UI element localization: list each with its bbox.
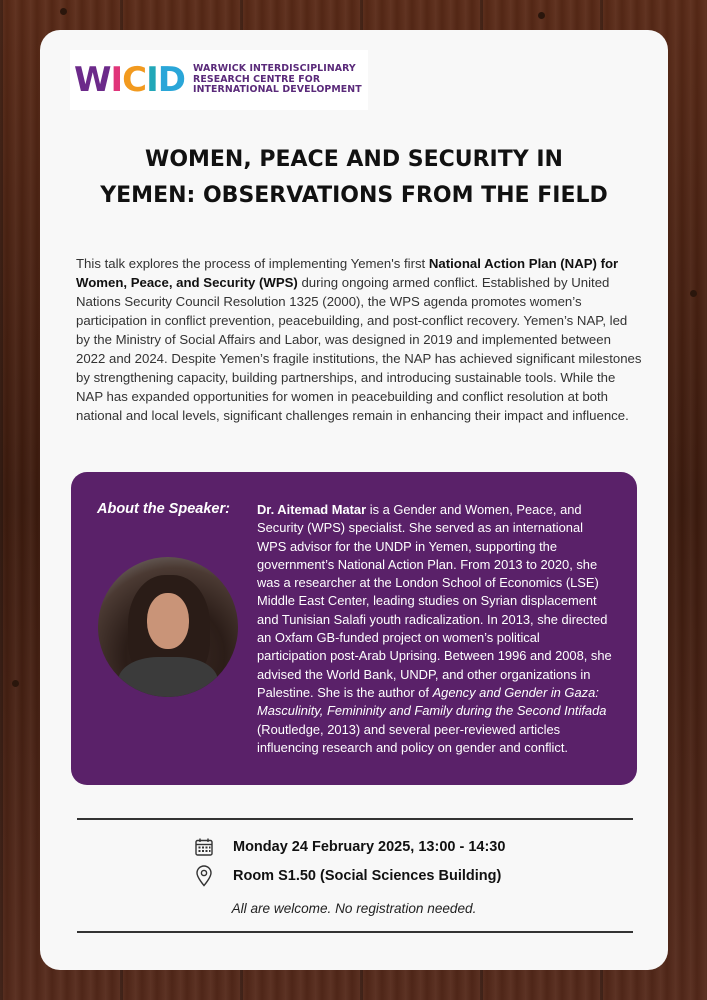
abstract-intro: This talk explores the process of implementing Yemen's first xyxy=(76,256,429,271)
title-line-2: YEMEN: OBSERVATIONS FROM THE FIELD xyxy=(100,183,608,208)
calendar-icon xyxy=(193,836,215,858)
speaker-name: Dr. Aitemad Matar xyxy=(257,502,367,517)
event-date-row xyxy=(193,836,505,858)
logo-letter-c: C xyxy=(122,60,147,100)
wicid-logo xyxy=(70,50,368,110)
top-divider xyxy=(77,818,633,820)
speaker-bio-part-2: (Routledge, 2013) and several peer-reviewed articles influencing research and policy on gender and conflict. xyxy=(257,721,569,755)
logo-letter-i2: I xyxy=(146,60,158,100)
photo-face xyxy=(147,593,189,649)
speaker-bio-part-1: is a Gender and Women, Peace, and Security (WPS) specialist. She served as an international WPS advisor for the UNDP in Yemen, supporting the government’s National Action Plan. From 2013 to 2020, she was a researcher at the London School of Economics (LSE) Middle East Center, leading studies on Syrian displacement and Tunisian Salafi youth radicalization. In 2013, she directed an Oxfam GB-funded project on women’s political participation post-Arab Uprising. Between 1996 and 2008, she advised the World Bank, UNDP, and other organizations in Palestine. She is the author of xyxy=(257,502,612,700)
welcome-note: All are welcome. No registration needed. xyxy=(231,901,477,916)
logo-letter-i: I xyxy=(110,60,123,100)
poster-card xyxy=(40,30,668,970)
logo-line-1: WARWICK INTERDISCIPLINARY xyxy=(193,63,356,75)
abstract-bold-term: National Action Plan (NAP) for Women, Peace, and Security (WPS) xyxy=(76,256,619,290)
photo-shirt xyxy=(118,657,218,697)
nail xyxy=(538,12,545,19)
speaker-panel xyxy=(71,472,637,785)
event-date: Monday 24 February 2025, 13:00 - 14:30 xyxy=(233,839,506,855)
speaker-book-title: Agency and Gender in Gaza: Masculinity, Femininity and Family during the Second Intifada xyxy=(257,684,607,719)
logo-line-2: RESEARCH CENTRE FOR xyxy=(193,73,321,85)
logo-wordmark xyxy=(74,60,185,100)
speaker-bio xyxy=(257,501,612,757)
location-pin-icon xyxy=(193,865,215,887)
bottom-divider xyxy=(77,931,633,933)
nail xyxy=(12,680,19,687)
logo-letter-d: D xyxy=(157,60,186,100)
event-title xyxy=(70,142,638,214)
abstract-body: during ongoing armed conflict. Established by United Nations Security Council Resolution 1325 (2000), the WPS agenda promotes women’s participation in conflict prevention, peacebuilding, and post-conflict recovery. Yemen’s NAP, led by the Ministry of Social Affairs and Labor, was designed in 2019 and implemented between 2022 and 2024. Despite Yemen’s fragile institutions, the NAP has achieved significant milestones by strengthening capacity, building partnerships, and introducing sustainable tools. While the NAP has expanded opportunities for women in peacebuilding and conflict resolution at both national and local levels, significant challenges remain in enhancing their impact and influence. xyxy=(76,275,642,423)
logo-caption xyxy=(193,64,362,96)
event-location-row xyxy=(193,865,501,887)
event-location: Room S1.50 (Social Sciences Building) xyxy=(233,868,502,884)
logo-line-3: INTERNATIONAL DEVELOPMENT xyxy=(193,84,362,96)
nail xyxy=(60,8,67,15)
speaker-photo xyxy=(98,557,238,697)
speaker-heading: About the Speaker: xyxy=(97,501,230,517)
nail xyxy=(690,290,697,297)
title-line-1: WOMEN, PEACE AND SECURITY IN xyxy=(145,147,563,172)
talk-abstract xyxy=(76,254,642,425)
logo-letter-w: W xyxy=(74,60,111,100)
